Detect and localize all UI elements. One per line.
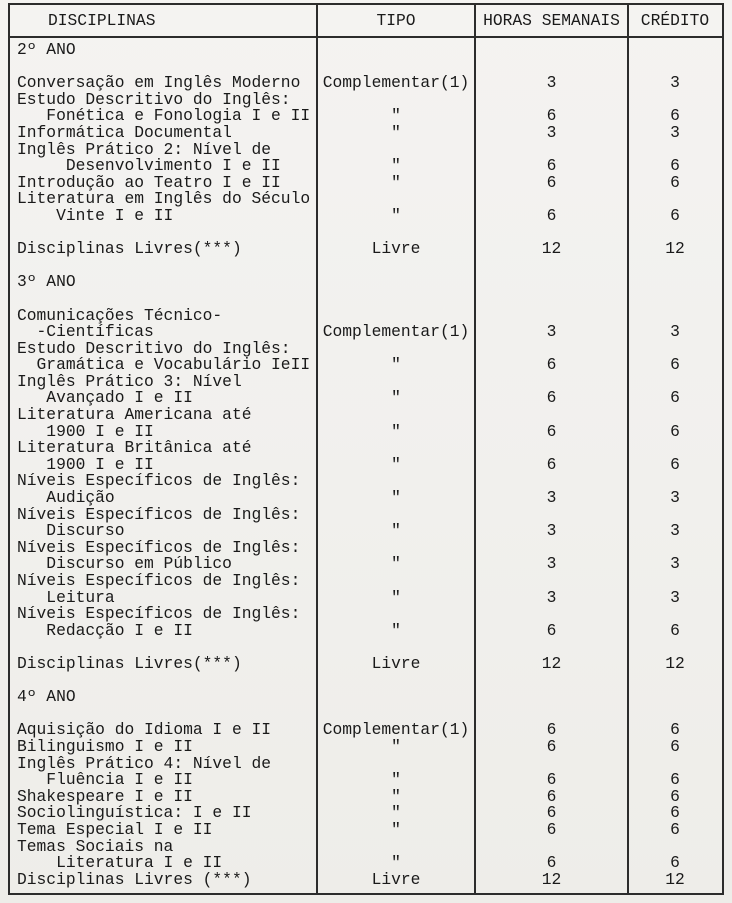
table-line [10, 869, 722, 889]
cell-tipo: " [391, 172, 401, 192]
cell-disciplina: Disciplinas Livres(***) [17, 239, 242, 259]
cell-horas-semanais: 6 [546, 355, 557, 375]
cell-horas-semanais: 6 [546, 106, 557, 126]
section-label-line [10, 274, 722, 291]
cell-credito: 3 [670, 322, 680, 342]
cell-tipo: " [391, 620, 401, 640]
table-line [10, 473, 722, 490]
cell-tipo: " [391, 388, 401, 408]
cell-credito: 6 [670, 736, 680, 756]
cell-disciplina: Audição [17, 488, 115, 508]
cell-tipo: " [391, 355, 401, 375]
cell-tipo: Complementar(1) [322, 73, 470, 93]
cell-credito: 3 [670, 554, 680, 574]
cell-credito: 6 [670, 620, 680, 640]
cell-tipo: " [391, 803, 401, 823]
cell-disciplina: Níveis Específicos de Inglês: [17, 537, 301, 557]
section-label-line [10, 689, 722, 706]
cell-tipo: Complementar(1) [322, 720, 470, 740]
cell-tipo: " [391, 853, 401, 873]
cell-disciplina: Avançado I e II [17, 388, 193, 408]
cell-disciplina: Fluência I e II [17, 770, 193, 790]
cell-disciplina: Discurso em Público [17, 554, 232, 574]
cell-horas-semanais: 6 [546, 205, 557, 225]
table-line [10, 819, 722, 839]
cell-credito: 6 [670, 355, 680, 375]
cell-tipo: " [391, 122, 401, 142]
cell-credito: 6 [670, 205, 680, 225]
cell-disciplina: Desenvolvimento I e II [17, 156, 281, 176]
cell-credito: 12 [665, 653, 685, 673]
cell-horas-semanais: 6 [546, 786, 557, 806]
cell-disciplina: Níveis Específicos de Inglês: [17, 471, 301, 491]
blank-line [10, 258, 722, 275]
cell-tipo [317, 689, 475, 706]
cell-credito: 6 [670, 454, 680, 474]
cell-horas-semanais: 6 [546, 720, 557, 740]
cell-horas-semanais: 6 [546, 172, 557, 192]
cell-disciplina: Informática Documental [17, 122, 232, 142]
cell-disciplina: Vinte I e II [17, 205, 174, 225]
column-divider-tipo-horas [474, 5, 476, 893]
cell-disciplina: Aquisição do Idioma I e II [17, 720, 272, 740]
cell-horas-semanais: 6 [546, 156, 557, 176]
column-header-disciplinas: DISCIPLINAS [48, 11, 156, 30]
cell-horas-semanais: 6 [546, 620, 557, 640]
cell-disciplina: 4º ANO [17, 687, 76, 707]
cell-credito: 6 [670, 853, 680, 873]
cell-credito: 6 [670, 770, 680, 790]
cell-credito [628, 274, 722, 291]
cell-credito: 6 [670, 106, 680, 126]
cell-credito: 3 [670, 587, 680, 607]
cell-disciplina: Literatura em Inglês do Século [17, 189, 311, 209]
cell-horas-semanais: 6 [546, 388, 557, 408]
cell-credito [628, 291, 722, 308]
cell-horas-semanais: 3 [546, 73, 557, 93]
cell-horas-semanais: 3 [546, 521, 557, 541]
cell-horas-semanais: 6 [546, 454, 557, 474]
cell-credito [628, 42, 722, 59]
cell-horas-semanais [475, 673, 628, 690]
cell-disciplina: Níveis Específicos de Inglês: [17, 571, 301, 590]
cell-disciplina: Literatura I e II [17, 853, 223, 873]
cell-disciplina: Gramática e Vocabulário IeII [17, 355, 311, 375]
cell-disciplina [10, 291, 317, 308]
cell-tipo: Livre [371, 653, 421, 673]
cell-credito [628, 689, 722, 706]
blank-line [10, 673, 722, 690]
cell-horas-semanais: 3 [546, 488, 557, 508]
cell-tipo: " [391, 786, 401, 806]
cell-disciplina: -Científicas [17, 322, 154, 342]
cell-tipo: " [391, 770, 401, 790]
table-line [10, 620, 722, 640]
cell-disciplina: Disciplinas Livres (***) [17, 869, 252, 889]
cell-credito: 3 [670, 122, 680, 142]
cell-credito: 3 [670, 488, 680, 508]
cell-disciplina: Níveis Específicos de Inglês: [17, 604, 301, 624]
cell-credito [628, 258, 722, 275]
cell-tipo: " [391, 554, 401, 574]
cell-horas-semanais: 3 [546, 322, 557, 342]
cell-tipo [317, 291, 475, 308]
blank-line [10, 291, 722, 308]
cell-disciplina: Inglês Prático 3: Nível [17, 371, 242, 391]
cell-disciplina: 1900 I e II [17, 454, 154, 474]
cell-horas-semanais: 12 [541, 653, 562, 673]
cell-credito: 6 [670, 819, 680, 839]
cell-disciplina: Tema Especial I e II [17, 819, 213, 839]
cell-disciplina: Introdução ao Teatro I e II [17, 172, 281, 192]
table-line [10, 205, 722, 225]
cell-disciplina: Sociolinguística: I e II [17, 803, 252, 823]
cell-horas-semanais: 6 [546, 770, 557, 790]
cell-tipo: Complementar(1) [322, 322, 470, 342]
cell-disciplina: Estudo Descritivo do Inglês: [17, 338, 291, 358]
section-label-line [10, 42, 722, 59]
cell-disciplina: Shakespeare I e II [17, 786, 193, 806]
cell-tipo: " [391, 819, 401, 839]
table-line [10, 241, 722, 258]
cell-credito: 3 [670, 521, 680, 541]
cell-horas-semanais: 3 [546, 587, 557, 607]
cell-tipo: " [391, 736, 401, 756]
cell-disciplina: Níveis Específicos de Inglês: [17, 504, 301, 524]
cell-disciplina: Fonética e Fonologia I e II [17, 106, 311, 126]
cell-tipo: Livre [371, 239, 421, 259]
cell-tipo: " [391, 106, 401, 126]
cell-tipo: " [391, 488, 401, 508]
table-header-row [10, 5, 722, 38]
cell-disciplina: 1900 I e II [17, 421, 154, 441]
cell-disciplina: Literatura Americana até [17, 405, 252, 425]
cell-disciplina: Bilinguismo I e II [17, 736, 193, 756]
column-header-horas-semanais: HORAS SEMANAIS [483, 11, 620, 30]
cell-horas-semanais [475, 258, 628, 275]
cell-credito: 6 [670, 388, 680, 408]
cell-horas-semanais [475, 274, 628, 291]
cell-horas-semanais [475, 291, 628, 308]
cell-tipo [317, 673, 475, 690]
cell-disciplina: Temas Sociais na [17, 836, 174, 856]
cell-disciplina: 3º ANO [17, 272, 76, 292]
cell-tipo: " [391, 421, 401, 441]
curriculum-table [8, 3, 724, 895]
table-body [10, 38, 722, 888]
cell-tipo [317, 274, 475, 291]
cell-credito: 6 [670, 156, 680, 176]
cell-horas-semanais: 6 [546, 819, 557, 839]
column-divider-horas-credito [627, 5, 629, 893]
cell-credito: 12 [665, 869, 685, 889]
cell-horas-semanais: 6 [546, 803, 557, 823]
cell-disciplina: Discurso [17, 521, 125, 541]
cell-tipo: " [391, 454, 401, 474]
table-line [10, 573, 722, 590]
cell-disciplina: Literatura Britânica até [17, 438, 252, 458]
cell-credito: 6 [670, 720, 680, 740]
cell-horas-semanais: 12 [541, 239, 562, 259]
cell-disciplina: Leitura [17, 587, 115, 607]
cell-credito: 6 [670, 421, 680, 441]
cell-tipo: Livre [371, 869, 421, 889]
column-divider-disciplinas-tipo [316, 5, 318, 893]
cell-disciplina: 2º ANO [17, 40, 76, 59]
cell-credito [628, 673, 722, 690]
cell-credito: 6 [670, 786, 680, 806]
cell-tipo [317, 42, 475, 59]
cell-tipo: " [391, 587, 401, 607]
cell-disciplina: Redacção I e II [17, 620, 193, 640]
cell-horas-semanais: 6 [546, 853, 557, 873]
cell-credito: 12 [665, 239, 685, 259]
cell-horas-semanais: 6 [546, 736, 557, 756]
cell-credito: 3 [670, 73, 680, 93]
cell-horas-semanais [475, 689, 628, 706]
cell-horas-semanais [475, 42, 628, 59]
cell-horas-semanais: 12 [541, 869, 562, 889]
cell-disciplina: Inglês Prático 2: Nível de [17, 139, 272, 159]
cell-horas-semanais: 3 [546, 122, 557, 142]
cell-credito: 6 [670, 803, 680, 823]
cell-disciplina: Estudo Descritivo do Inglês: [17, 89, 291, 109]
column-header-tipo: TIPO [376, 11, 416, 30]
cell-horas-semanais: 6 [546, 421, 557, 441]
cell-credito: 6 [670, 172, 680, 192]
cell-disciplina: Comunicações Técnico- [17, 305, 223, 325]
cell-disciplina: Inglês Prático 4: Nível de [17, 753, 272, 773]
cell-disciplina: Disciplinas Livres(***) [17, 653, 242, 673]
cell-horas-semanais: 3 [546, 554, 557, 574]
cell-tipo: " [391, 205, 401, 225]
cell-tipo: " [391, 156, 401, 176]
cell-tipo: " [391, 521, 401, 541]
cell-tipo [317, 258, 475, 275]
column-header-credito: CRÉDITO [640, 11, 710, 30]
cell-disciplina: Conversação em Inglês Moderno [17, 73, 301, 93]
table-line [10, 653, 722, 673]
